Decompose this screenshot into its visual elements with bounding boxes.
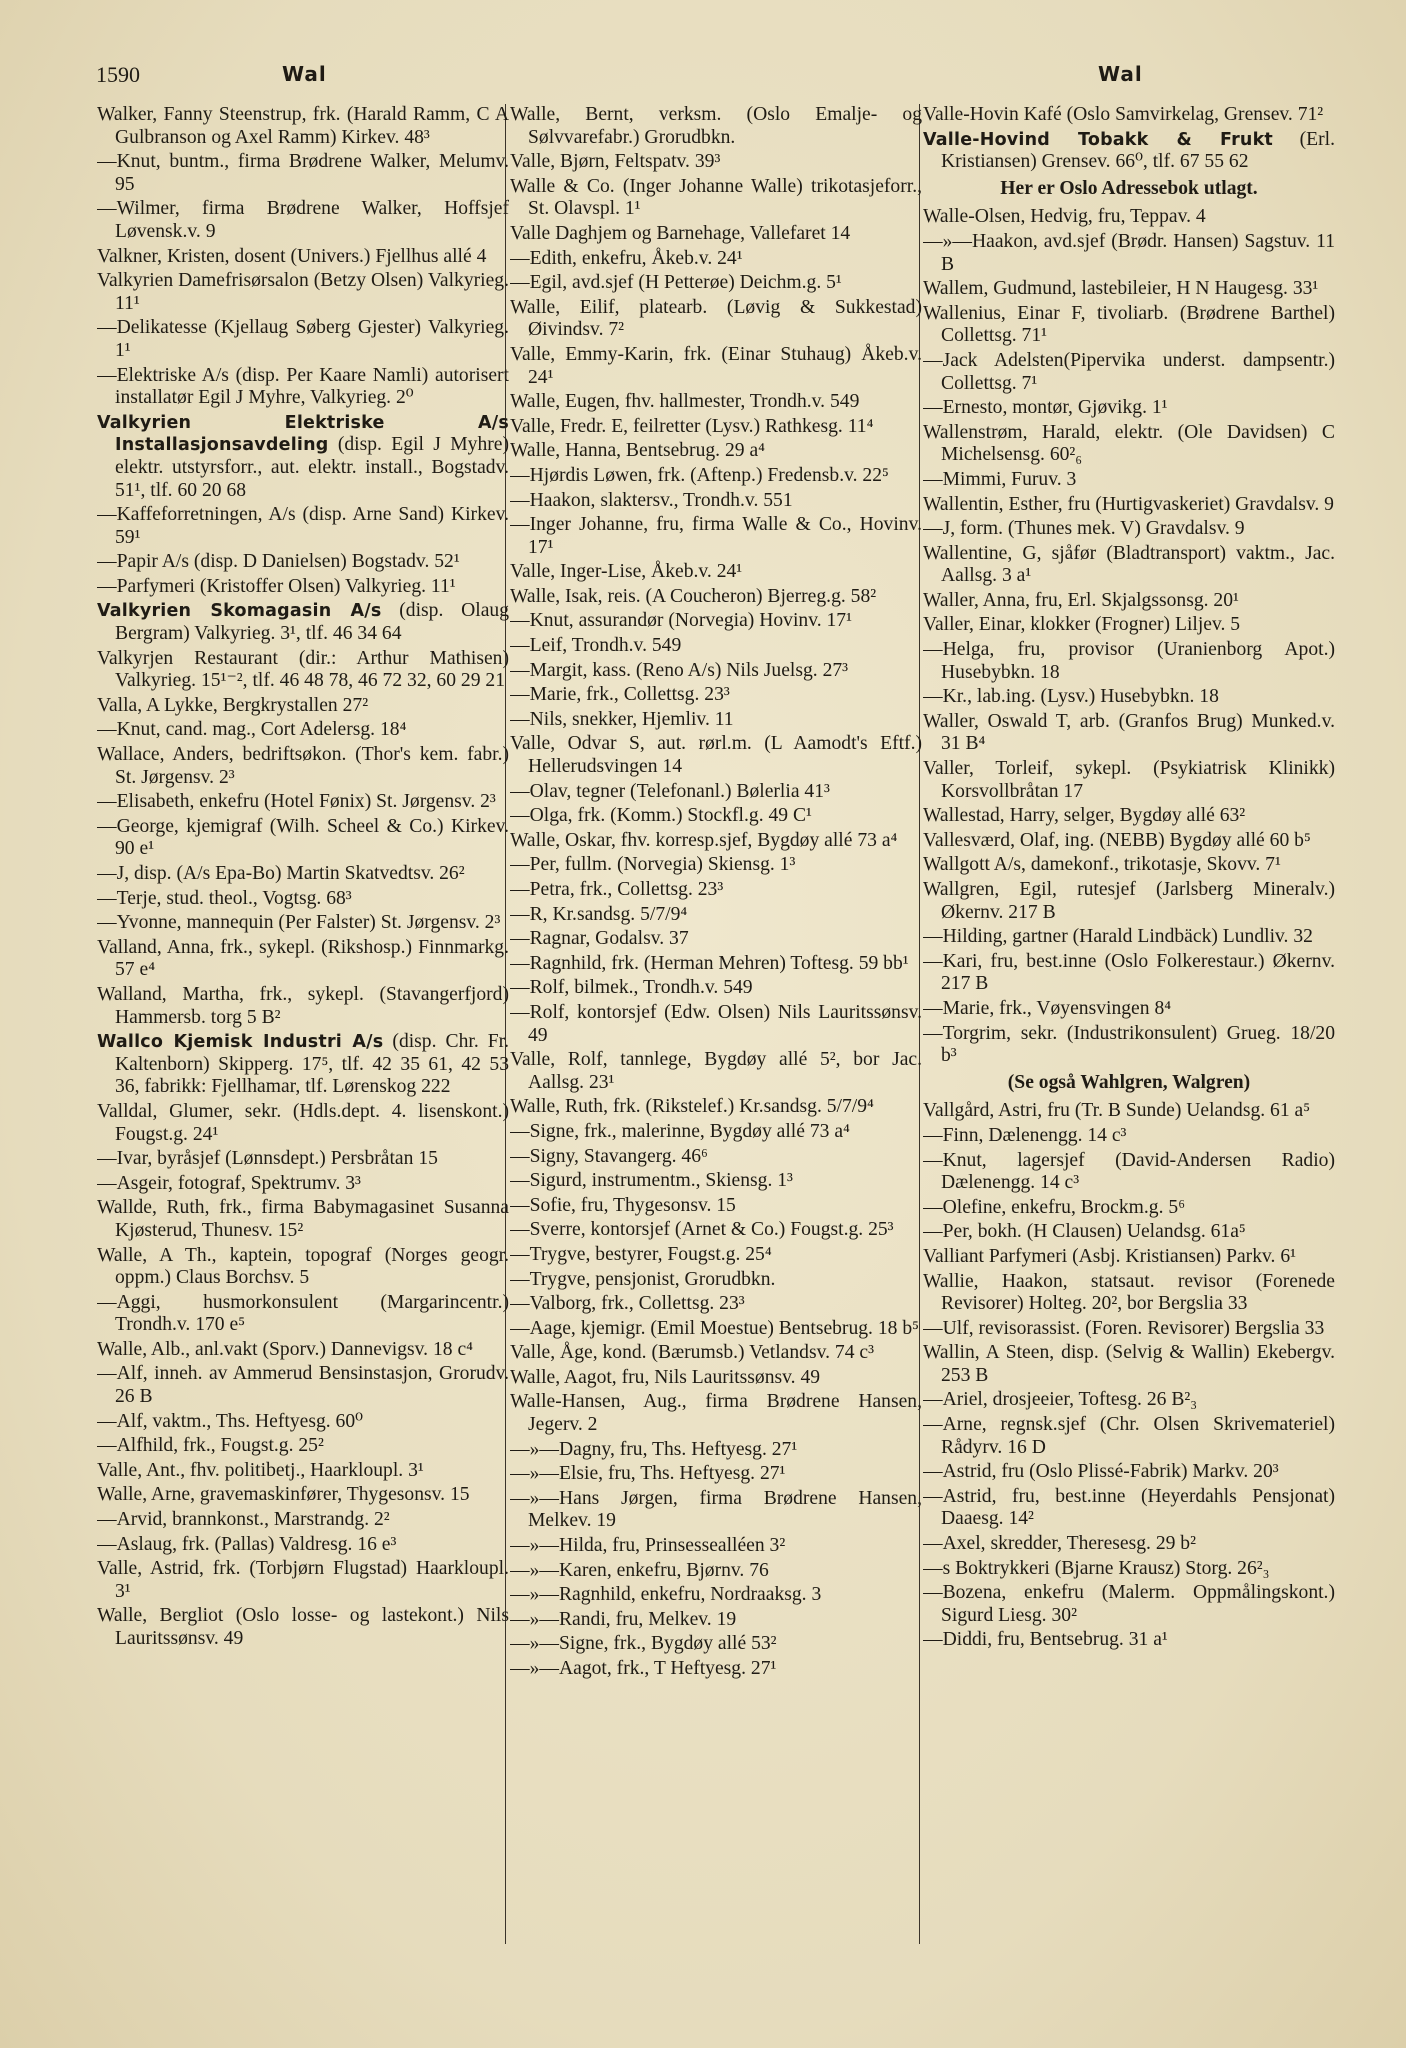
directory-entry: —»—Haakon, avd.sjef (Brødr. Hansen) Sagstuv. 11 B bbox=[923, 230, 1335, 275]
entry-name-bold: Wallco Kjemisk Industri A/s bbox=[97, 1032, 384, 1053]
directory-entry: Walle, Oskar, fhv. korresp.sjef, Bygdøy allé 73 a⁴ bbox=[510, 829, 898, 851]
directory-entry: Valland, Anna, frk., sykepl. (Rikshosp.) Finnmarkg. 57 e⁴ bbox=[97, 936, 509, 981]
directory-entry: —Leif, Trondh.v. 549 bbox=[510, 635, 682, 657]
directory-entry: —Knut, lagersjef (David-Andersen Radio) Dælenengg. 14 c³ bbox=[923, 1149, 1335, 1194]
directory-entry: —Margit, kass. (Reno A/s) Nils Juelsg. 27³ bbox=[510, 659, 849, 681]
header-guide-word-right: Wal bbox=[1098, 62, 1143, 86]
directory-entry: —Axel, skredder, Theresesg. 29 b² bbox=[923, 1533, 1196, 1555]
section-note: (Se også Wahlgren, Walgren) bbox=[1007, 1071, 1251, 1093]
directory-entry: —»—Elsie, fru, Ths. Heftyesg. 27¹ bbox=[510, 1463, 786, 1485]
directory-entry: —Marie, frk., Vøyensvingen 8⁴ bbox=[923, 997, 1172, 1019]
directory-entry: Valler, Einar, klokker (Frogner) Liljev. 5 bbox=[923, 614, 1241, 636]
page-header bbox=[96, 62, 1336, 92]
directory-entry: —Arne, regnsk.sjef (Chr. Olsen Skrivemateriel) Rådyrv. 16 D bbox=[923, 1414, 1335, 1458]
directory-entry: Walle, A Th., kaptein, topograf (Norges geogr. oppm.) Claus Borchsv. 5 bbox=[97, 1244, 509, 1289]
directory-entry: Valkyrjen Restaurant (dir.: Arthur Mathisen) Valkyrieg. 15¹⁻², tlf. 46 48 78, 46 72 32, 60 29 21 bbox=[97, 647, 509, 692]
directory-entry: Wallenstrøm, Harald, elektr. (Ole Davidsen) C Michelsensg. 60²₆ bbox=[923, 421, 1335, 466]
directory-entry: Wallace, Anders, bedriftsøkon. (Thor's kem. fabr.) St. Jørgensv. 2³ bbox=[97, 744, 509, 788]
directory-entry: —Olav, tegner (Telefonanl.) Bølerlia 41³ bbox=[510, 780, 830, 802]
directory-entry: —Petra, frk., Collettsg. 23³ bbox=[510, 879, 724, 900]
directory-entry: —Per, bokh. (H Clausen) Uelandsg. 61a⁵ bbox=[923, 1221, 1246, 1243]
directory-entry: Wallestad, Harry, selger, Bygdøy allé 63² bbox=[923, 805, 1246, 827]
directory-entry: Walle, Ruth, frk. (Rikstelef.) Kr.sandsg. 5/7/9⁴ bbox=[510, 1096, 874, 1118]
section-note: Her er Oslo Adressebok utlagt. bbox=[1000, 177, 1258, 199]
directory-entry: —Rolf, kontorsjef (Edw. Olsen) Nils Lauritssønsv. 49 bbox=[510, 1001, 922, 1046]
directory-entry: —Elisabeth, enkefru (Hotel Fønix) St. Jørgensv. 2³ bbox=[97, 791, 496, 813]
entry-name-bold: Valkyrien Skomagasin A/s bbox=[97, 601, 382, 622]
directory-entry: Valle, Astrid, frk. (Torbjørn Flugstad) Haarkloupl. 3¹ bbox=[97, 1558, 509, 1602]
directory-entry: Wallgren, Egil, rutesjef (Jarlsberg Mineralv.) Økernv. 217 B bbox=[923, 879, 1335, 923]
directory-entry: Waller, Oswald T, arb. (Granfos Brug) Munked.v. 31 B⁴ bbox=[923, 710, 1335, 755]
directory-entry: Valle, Emmy-Karin, frk. (Einar Stuhaug) Åkeb.v. 24¹ bbox=[510, 343, 922, 388]
directory-entry: —Yvonne, mannequin (Per Falster) St. Jørgensv. 2³ bbox=[97, 912, 501, 934]
directory-entry: Wallem, Gudmund, lastebileier, H N Haugesg. 33¹ bbox=[923, 278, 1319, 300]
directory-entry: Wallde, Ruth, frk., firma Babymagasinet Susanna Kjøsterud, Thunesv. 15² bbox=[97, 1197, 509, 1241]
directory-entry: —Valborg, frk., Collettsg. 23³ bbox=[510, 1293, 745, 1315]
directory-entry: Valle, Odvar S, aut. rørl.m. (L Aamodt's Eftf.) Hellerudsvingen 14 bbox=[510, 733, 922, 778]
directory-entry: Vallgård, Astri, fru (Tr. B Sunde) Uelandsg. 61 a⁵ bbox=[923, 1100, 1311, 1122]
directory-entry: —»—Ragnhild, enkefru, Nordraaksg. 3 bbox=[510, 1584, 822, 1606]
directory-entry: —Astrid, fru (Oslo Plissé-Fabrik) Markv. 20³ bbox=[923, 1461, 1279, 1483]
directory-entry: —Alf, vaktm., Ths. Heftyesg. 60⁰ bbox=[97, 1410, 363, 1432]
directory-entry: —Aggi, husmorkonsulent (Margarincentr.) Trondh.v. 170 e⁵ bbox=[97, 1291, 509, 1336]
directory-entry: Wallenius, Einar F, tivoliarb. (Brødrene Barthel) Collettsg. 71¹ bbox=[923, 302, 1335, 347]
directory-entry: —Egil, avd.sjef (H Petterøe) Deichm.g. 5¹ bbox=[510, 272, 842, 294]
directory-entry: —Terje, stud. theol., Vogtsg. 68³ bbox=[97, 887, 352, 909]
directory-entry: —s Boktrykkeri (Bjarne Krausz) Storg. 26²₃ bbox=[923, 1557, 1270, 1579]
directory-entry: —»—Hans Jørgen, firma Brødrene Hansen, Melkev. 19 bbox=[510, 1487, 922, 1532]
directory-entry: —»—Randi, fru, Melkev. 19 bbox=[510, 1608, 737, 1630]
directory-entry: —Ulf, revisorassist. (Foren. Revisorer) Bergslia 33 bbox=[923, 1317, 1325, 1339]
directory-entry: —»—Signe, frk., Bygdøy allé 53² bbox=[510, 1633, 777, 1655]
directory-entry: —Ragnhild, frk. (Herman Mehren) Toftesg. 59 bb¹ bbox=[510, 952, 909, 974]
header-guide-word-left: Wal bbox=[282, 62, 327, 86]
directory-entry: Wallin, A Steen, disp. (Selvig & Wallin) Ekebergv. 253 B bbox=[923, 1342, 1335, 1386]
directory-entry: —»—Aagot, frk., T Heftyesg. 27¹ bbox=[510, 1658, 777, 1679]
directory-entry: Wallentine, G, sjåfør (Bladtransport) vaktm., Jac. Aallsg. 3 a¹ bbox=[923, 542, 1335, 587]
page-number: 1590 bbox=[96, 62, 140, 87]
directory-entry: —Kaffeforretningen, A/s (disp. Arne Sand) Kirkev. 59¹ bbox=[97, 504, 509, 548]
directory-entry: —Nils, snekker, Hjemliv. 11 bbox=[510, 708, 734, 730]
directory-entry: Walle, Hanna, Bentsebrug. 29 a⁴ bbox=[510, 440, 765, 462]
directory-entry: —J, disp. (A/s Epa-Bo) Martin Skatvedtsv. 26² bbox=[97, 863, 465, 884]
directory-entry: Walle, Alb., anl.vakt (Sporv.) Dannevigsv. 18 c⁴ bbox=[97, 1338, 474, 1360]
directory-entry: Valla, A Lykke, Bergkrystallen 27² bbox=[97, 694, 369, 716]
directory-entry: Walle, Aagot, fru, Nils Lauritssønsv. 49 bbox=[510, 1366, 821, 1388]
directory-entry: —Elektriske A/s (disp. Per Kaare Namli) autorisert installatør Egil J Myhre, Valkyrieg. 2⁰ bbox=[97, 364, 509, 409]
entry-details: (Erl. Kristiansen) Grensev. 66⁰, tlf. 67 55 62 bbox=[941, 128, 1335, 173]
entry-name-bold: Valle-Hovind Tobakk & Frukt bbox=[923, 129, 1273, 150]
directory-entry: —Astrid, fru, best.inne (Heyerdahls Pensjonat) Daaesg. 14² bbox=[923, 1485, 1335, 1530]
directory-entry: —Aslaug, frk. (Pallas) Valdresg. 16 e³ bbox=[97, 1533, 397, 1555]
directory-entry: —Delikatesse (Kjellaug Søberg Gjester) Valkyrieg. 1¹ bbox=[97, 317, 509, 361]
directory-entry: Walle, Eugen, fhv. hallmester, Trondh.v. 549 bbox=[510, 391, 860, 413]
directory-entry: —Sigurd, instrumentm., Skiensg. 1³ bbox=[510, 1170, 793, 1192]
directory-entry: —Edith, enkefru, Åkeb.v. 24¹ bbox=[510, 247, 743, 269]
directory-entry: Valle-Hovin Kafé (Oslo Samvirkelag, Grensev. 71² bbox=[923, 104, 1324, 125]
directory-entry: —Ariel, drosjeeier, Toftesg. 26 B²₃ bbox=[923, 1389, 1198, 1411]
directory-entry: Waller, Anna, fru, Erl. Skjalgssonsg. 20¹ bbox=[923, 589, 1239, 611]
directory-entry: —Arvid, brannkonst., Marstrandg. 2² bbox=[97, 1509, 390, 1531]
directory-entry: Valle, Rolf, tannlege, Bygdøy allé 5², bor Jac. Aallsg. 23¹ bbox=[510, 1049, 922, 1093]
directory-entry: Valliant Parfymeri (Asbj. Kristiansen) Parkv. 6¹ bbox=[923, 1245, 1296, 1267]
directory-column-1 bbox=[97, 104, 509, 2004]
directory-entry: —Haakon, slaktersv., Trondh.v. 551 bbox=[510, 489, 793, 511]
directory-entry: —Parfymeri (Kristoffer Olsen) Valkyrieg. 11¹ bbox=[97, 575, 456, 597]
directory-entry-bold bbox=[97, 600, 509, 645]
directory-entry: —»—Karen, enkefru, Bjørnv. 76 bbox=[510, 1559, 769, 1581]
directory-entry: Walle & Co. (Inger Johanne Walle) trikotasjeforr., St. Olavspl. 1¹ bbox=[510, 175, 922, 220]
directory-column-2 bbox=[510, 104, 922, 2004]
directory-entry: —Aage, kjemigr. (Emil Moestue) Bentsebrug. 18 b⁵ bbox=[510, 1317, 919, 1339]
directory-entry: —Torgrim, sekr. (Industrikonsulent) Grueg. 18/20 b³ bbox=[923, 1022, 1335, 1067]
directory-column-3 bbox=[923, 104, 1335, 2004]
directory-entry: —Wilmer, firma Brødrene Walker, Hoffsjef Løvensk.v. 9 bbox=[97, 198, 509, 242]
directory-entry: —J, form. (Thunes mek. V) Gravdalsv. 9 bbox=[923, 518, 1245, 540]
directory-entry: —Mimmi, Furuv. 3 bbox=[923, 468, 1077, 490]
directory-entry-bold bbox=[923, 129, 1335, 174]
directory-entry: —Knut, cand. mag., Cort Adelersg. 18⁴ bbox=[97, 719, 407, 741]
directory-entry: —Hilding, gartner (Harald Lindbäck) Lundliv. 32 bbox=[923, 926, 1313, 948]
directory-entry: —Jack Adelsten(Pipervika underst. dampsentr.) Collettsg. 7¹ bbox=[923, 349, 1335, 394]
directory-entry: —Kr., lab.ing. (Lysv.) Husebybkn. 18 bbox=[923, 686, 1219, 708]
directory-entry: Valle Daghjem og Barnehage, Vallefaret 14 bbox=[510, 222, 851, 244]
directory-entry: Valkyrien Damefrisørsalon (Betzy Olsen) Valkyrieg. 11¹ bbox=[97, 270, 509, 314]
directory-entry: Vallesværd, Olaf, ing. (NEBB) Bygdøy allé 60 b⁵ bbox=[923, 829, 1311, 851]
entry-details: (disp. Egil J Myhre) elektr. utstyrsforr., aut. elektr. install., Bogstadv. 51¹, tlf. 60 20 68 bbox=[115, 434, 509, 501]
directory-entry: Wallie, Haakon, statsaut. revisor (Forenede Revisorer) Holteg. 20², bor Bergslia 33 bbox=[923, 1270, 1335, 1315]
directory-entry-bold bbox=[97, 412, 509, 502]
entry-details: (disp. Chr. Fr. Kaltenborn) Skipperg. 17⁵, tlf. 42 35 61, 42 53 36, fabrikk: Fjellhamar, tlf. Lørenskog 222 bbox=[115, 1031, 509, 1098]
directory-entry: —Inger Johanne, fru, firma Walle & Co., Hovinv. 17¹ bbox=[510, 514, 922, 558]
directory-entry: —»—Hilda, fru, Prinsessealléen 3² bbox=[510, 1535, 786, 1557]
directory-entry: —Signe, frk., malerinne, Bygdøy allé 73 a⁴ bbox=[510, 1120, 850, 1142]
directory-entry: —Olefine, enkefru, Brockm.g. 5⁶ bbox=[923, 1196, 1186, 1218]
directory-entry: Walle-Olsen, Hedvig, fru, Teppav. 4 bbox=[923, 206, 1206, 228]
directory-entry: —Alfhild, frk., Fougst.g. 25² bbox=[97, 1435, 324, 1457]
directory-entry: Valkner, Kristen, dosent (Univers.) Fjellhus allé 4 bbox=[97, 245, 487, 267]
directory-entry: —Asgeir, fotograf, Spektrumv. 3³ bbox=[97, 1172, 361, 1194]
directory-entry: —Rolf, bilmek., Trondh.v. 549 bbox=[510, 977, 753, 999]
directory-entry: Valle, Inger-Lise, Åkeb.v. 24¹ bbox=[510, 561, 743, 583]
entry-name-bold: Valkyrien Elektriske A/s Installasjonsavdeling bbox=[97, 412, 509, 456]
directory-entry: Walle, Eilif, platearb. (Løvig & Sukkestad) Øivindsv. 7² bbox=[510, 296, 922, 341]
directory-entry: —Sverre, kontorsjef (Arnet & Co.) Fougst.g. 25³ bbox=[510, 1219, 894, 1241]
directory-entry: —Olga, frk. (Komm.) Stockfl.g. 49 C¹ bbox=[510, 805, 812, 827]
directory-entry: —Finn, Dælenengg. 14 c³ bbox=[923, 1124, 1127, 1146]
directory-entry: Walle, Arne, gravemaskinfører, Thygesonsv. 15 bbox=[97, 1484, 470, 1506]
directory-entry: Valldal, Glumer, sekr. (Hdls.dept. 4. lisenskont.) Fougst.g. 24¹ bbox=[97, 1100, 509, 1145]
directory-entry: —Ernesto, montør, Gjøvikg. 1¹ bbox=[923, 397, 1168, 419]
directory-entry: —Signy, Stavangerg. 46⁶ bbox=[510, 1145, 708, 1167]
directory-entry: —Hjørdis Løwen, frk. (Aftenp.) Fredensb.v. 22⁵ bbox=[510, 464, 889, 486]
directory-entry: —Ragnar, Godalsv. 37 bbox=[510, 928, 689, 950]
directory-entry: Walle, Bernt, verksm. (Oslo Emalje- og Sølvvarefabr.) Grorudbkn. bbox=[510, 104, 922, 148]
directory-entry: —Ivar, byråsjef (Lønnsdept.) Persbråtan 15 bbox=[97, 1148, 438, 1170]
directory-entry: —Papir A/s (disp. D Danielsen) Bogstadv. 52¹ bbox=[97, 551, 460, 573]
directory-entry-bold bbox=[97, 1031, 509, 1099]
directory-entry: Valle, Åge, kond. (Bærumsb.) Vetlandsv. 74 c³ bbox=[510, 1342, 874, 1364]
directory-entry: —Trygve, bestyrer, Fougst.g. 25⁴ bbox=[510, 1243, 772, 1265]
directory-entry: Walle, Bergliot (Oslo losse- og lastekont.) Nils Lauritssønsv. 49 bbox=[97, 1605, 509, 1649]
directory-entry: Walker, Fanny Steenstrup, frk. (Harald Ramm, C A Gulbranson og Axel Ramm) Kirkev. 48³ bbox=[97, 104, 509, 148]
directory-entry: Valle, Ant., fhv. politibetj., Haarkloupl. 3¹ bbox=[97, 1459, 424, 1481]
directory-entry: —Knut, assurandør (Norvegia) Hovinv. 17¹ bbox=[510, 610, 852, 632]
directory-entry: Wallgott A/s, damekonf., trikotasje, Skovv. 7¹ bbox=[923, 854, 1281, 876]
directory-entry: —R, Kr.sandsg. 5/7/9⁴ bbox=[510, 903, 688, 925]
directory-entry: —Per, fullm. (Norvegia) Skiensg. 1³ bbox=[510, 854, 796, 876]
directory-entry: —Trygve, pensjonist, Grorudbkn. bbox=[510, 1268, 776, 1290]
directory-entry: —Knut, buntm., firma Brødrene Walker, Melumv. 95 bbox=[97, 151, 509, 195]
directory-entry: Valle, Bjørn, Feltspatv. 39³ bbox=[510, 151, 721, 173]
directory-entry: Walle, Isak, reis. (A Coucheron) Bjerreg.g. 58² bbox=[510, 585, 877, 607]
directory-entry: —Bozena, enkefru (Malerm. Oppmålingskont.) Sigurd Liesg. 30² bbox=[923, 1582, 1335, 1626]
directory-entry: —Marie, frk., Collettsg. 23³ bbox=[510, 684, 730, 706]
directory-entry: Valler, Torleif, sykepl. (Psykiatrisk Klinikk) Korsvollbråtan 17 bbox=[923, 758, 1335, 802]
directory-entry: Valle, Fredr. E, feilretter (Lysv.) Rathkesg. 11⁴ bbox=[510, 415, 874, 437]
directory-entry: —Alf, inneh. av Ammerud Bensinstasjon, Grorudv. 26 B bbox=[97, 1363, 509, 1408]
entry-details: (disp. Olaug Bergram) Valkyrieg. 3¹, tlf. 46 34 64 bbox=[115, 600, 509, 645]
directory-entry: Walle-Hansen, Aug., firma Brødrene Hansen, Jegerv. 2 bbox=[510, 1391, 922, 1436]
directory-entry: Walland, Martha, frk., sykepl. (Stavangerfjord) Hammersb. torg 5 B² bbox=[97, 983, 509, 1028]
directory-entry: —Diddi, fru, Bentsebrug. 31 a¹ bbox=[923, 1629, 1168, 1651]
directory-entry: —»—Dagny, fru, Ths. Heftyesg. 27¹ bbox=[510, 1438, 798, 1460]
directory-entry: —Kari, fru, best.inne (Oslo Folkerestaur.) Økernv. 217 B bbox=[923, 950, 1335, 995]
directory-entry: —Sofie, fru, Thygesonsv. 15 bbox=[510, 1194, 736, 1216]
directory-entry: —Helga, fru, provisor (Uranienborg Apot.) Husebybkn. 18 bbox=[923, 639, 1335, 683]
directory-entry: Wallentin, Esther, fru (Hurtigvaskeriet) Gravdalsv. 9 bbox=[923, 493, 1334, 515]
directory-entry: —George, kjemigraf (Wilh. Scheel & Co.) Kirkev. 90 e¹ bbox=[97, 815, 509, 860]
